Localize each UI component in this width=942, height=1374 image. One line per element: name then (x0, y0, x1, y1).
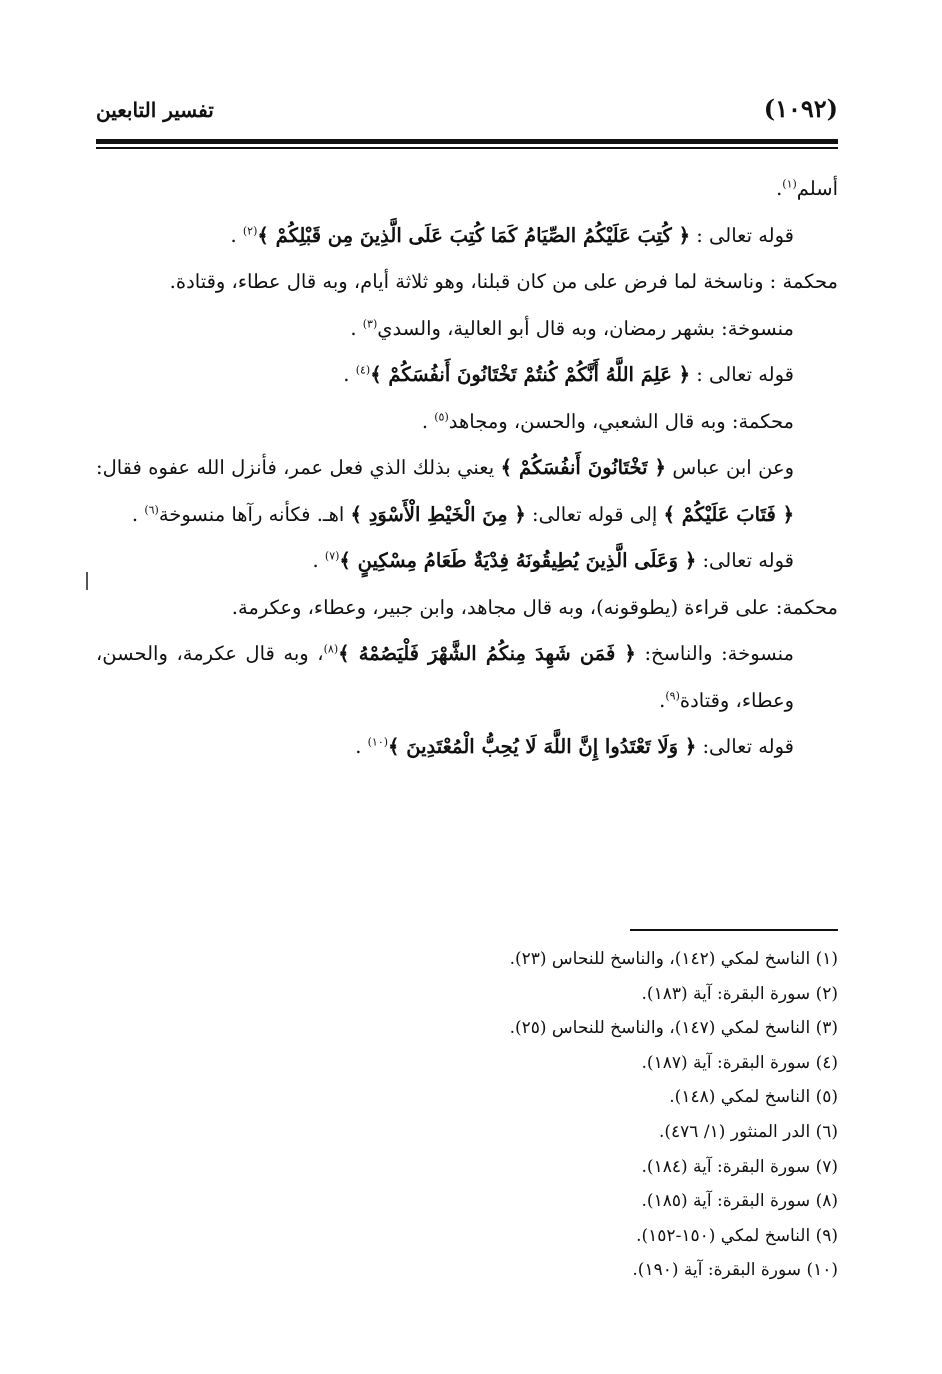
footnote-item: (١) الناسخ لمكي (١٤٢)، والناسخ للنحاس (٢٣). (509, 949, 838, 969)
quran-quote: ﴿ فَمَن شَهِدَ مِنكُمُ الشَّهْرَ فَلْيَصُمْهُ ﴾ (338, 642, 636, 665)
margin-mark (86, 572, 88, 590)
quran-quote: ﴿ مِنَ الْخَيْطِ الْأَسْوَدِ ﴾ (350, 502, 526, 526)
footnote-item: (٢) سورة البقرة: آية (١٨٣). (641, 983, 838, 1004)
page-number: (١٠٩٢) (763, 94, 838, 123)
page-header (96, 92, 838, 134)
footnote-item: (٩) الناسخ لمكي (١٥٠-١٥٢). (636, 1225, 838, 1246)
footnotes (96, 942, 838, 1288)
paragraph-8: محكمة: على قراءة (يطوقونه)، وبه قال مجاهد، وابن جبير، وعطاء، وعكرمة. (231, 595, 838, 619)
quran-quote: ﴿ وَلَا تَعْتَدُوا إِنَّ اللَّهَ لَا يُحِبُّ الْمُعْتَدِينَ ﴾ (388, 735, 697, 758)
header-rule-thick (96, 139, 838, 144)
paragraph-verse-2: قوله تعالى : ﴿ عَلِمَ اللَّهُ أَنَّكُمْ كُنتُمْ تَخْتَانُونَ أَنفُسَكُمْ ﴾$^{(٤)}$ . (343, 363, 794, 386)
footnote-ref: (٩) (665, 689, 680, 702)
footnote-item: (٦) الدر المنثور (١/ ٤٧٦). (658, 1121, 838, 1142)
paragraph-verse-1: قوله تعالى : ﴿ كُتِبَ عَلَيْكُمُ الصِّيَامُ كَمَا كُتِبَ عَلَى الَّذِينَ مِن قَبْلِكُمْ ﴾$^{(٢)}$ . (230, 223, 794, 247)
paragraph-2: محكمة : وناسخة لما فرض على من كان قبلنا، وهو ثلاثة أيام، وبه قال عطاء، وقتادة. (169, 270, 838, 293)
header-rule-thin (96, 147, 838, 149)
quran-quote: ﴿ كُتِبَ عَلَيْكُمُ الصِّيَامُ كَمَا كُتِبَ عَلَى الَّذِينَ مِن قَبْلِكُمْ ﴾ (257, 223, 691, 247)
footnote-ref: (١٠) (367, 735, 389, 749)
running-title: تفسير التابعين (96, 98, 214, 122)
paragraph-0: أسلم$^{(١)}$. (776, 177, 838, 200)
footnote-ref: (٨) (323, 642, 339, 656)
footnote-ref: (٦) (144, 503, 159, 516)
paragraph-verse-4: قوله تعالى: ﴿ وَلَا تَعْتَدُوا إِنَّ اللَّهَ لَا يُحِبُّ الْمُعْتَدِينَ ﴾$^{(١٠)}$ . (355, 735, 794, 758)
main-text (96, 166, 838, 771)
quran-quote: ﴿ وَعَلَى الَّذِينَ يُطِيقُونَهُ فِدْيَةٌ طَعَامُ مِسْكِينٍ ﴾ (339, 549, 697, 572)
footnote-ref: (٥) (434, 410, 449, 423)
quran-quote: ﴿ فَتَابَ عَلَيْكُمْ ﴾ (663, 502, 794, 526)
quran-quote: ﴿ عَلِمَ اللَّهُ أَنَّكُمْ كُنتُمْ تَخْتَانُونَ أَنفُسَكُمْ ﴾ (370, 363, 691, 386)
quran-quote: ﴿ تَخْتَانُونَ أَنفُسَكُمْ ﴾ (500, 456, 666, 479)
footnote-item: (٥) الناسخ لمكي (١٤٨). (669, 1087, 838, 1108)
footnote-ref: (٤) (355, 363, 371, 377)
footnote-ref: (٣) (362, 317, 378, 330)
footnote-item: (٣) الناسخ لمكي (١٤٧)، والناسخ للنحاس (٢٥). (509, 1018, 838, 1039)
footnote-ref: (١) (782, 177, 797, 191)
paragraph-3: منسوخة: بشهر رمضان، وبه قال أبو العالية، والسدي$^{(٣)}$ . (350, 316, 794, 340)
footnote-item: (٨) سورة البقرة: آية (١٨٥). (641, 1191, 838, 1212)
footnote-item: (٤) سورة البقرة: آية (١٨٧). (641, 1052, 838, 1073)
footnote-ref: (٢) (242, 224, 258, 237)
footnote-item: (١٠) سورة البقرة: آية (١٩٠). (632, 1260, 838, 1281)
paragraph-9: منسوخة: والناسخ: ﴿ فَمَن شَهِدَ مِنكُمُ الشَّهْرَ فَلْيَصُمْهُ ﴾$^{(٨)}$، وبه قال عكرمة، والحسن، وعطاء، وقتادة$^{(٩)}$. (96, 642, 794, 712)
paragraph-5: محكمة: وبه قال الشعبي، والحسن، ومجاهد$^{(٥)}$ . (421, 409, 794, 433)
footnote-separator (630, 929, 838, 931)
paragraph-6: وعن ابن عباس ﴿ تَخْتَانُونَ أَنفُسَكُمْ ﴾ يعني بذلك الذي فعل عمر، فأنزل الله عفوه فقال: ﴿ فَتَابَ عَلَيْكُمْ ﴾ إلى قوله تعالى: ﴿ مِنَ الْخَيْطِ الْأَسْوَدِ ﴾ اهـ. فكأنه رآها منسوخة$^{(٦)}$ . (96, 456, 795, 526)
paragraph-verse-3: قوله تعالى: ﴿ وَعَلَى الَّذِينَ يُطِيقُونَهُ فِدْيَةٌ طَعَامُ مِسْكِينٍ ﴾$^{(٧)}$ . (312, 549, 794, 572)
footnote-ref: (٧) (324, 549, 340, 563)
footnote-item: (٧) سورة البقرة: آية (١٨٤). (641, 1156, 838, 1177)
